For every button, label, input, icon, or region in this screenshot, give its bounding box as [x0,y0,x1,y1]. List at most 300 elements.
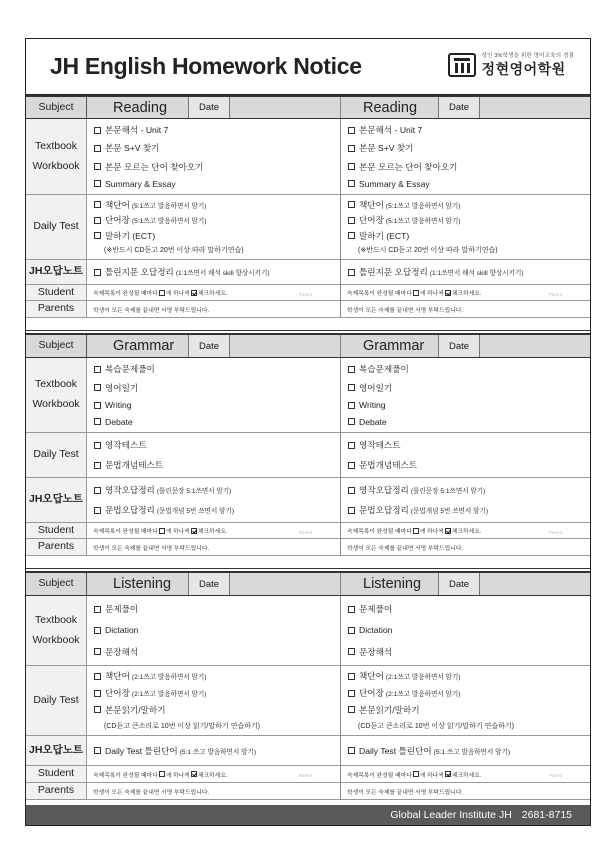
checkbox[interactable] [94,648,101,655]
homework-item[interactable] [348,625,590,635]
checkbox[interactable] [94,180,101,187]
parents-instruction[interactable] [87,539,340,555]
column-right [341,523,590,538]
homework-item[interactable] [94,745,340,757]
subject-name: Listening [363,576,422,592]
homework-item[interactable] [94,625,340,635]
parents-instruction-text: 학생이 모든 숙제를 끝내면 서명 부탁드립니다. [93,545,210,552]
checkbox[interactable] [94,269,101,276]
checkbox[interactable] [94,418,101,425]
checkbox[interactable] [348,163,355,170]
checkbox[interactable] [94,217,101,224]
section-grammar-stu-row [26,523,590,539]
homework-item-label: 단어장 [359,215,384,226]
checkbox[interactable] [348,442,355,449]
section-gap [26,565,590,569]
student-instruction [87,766,340,782]
jh-review-label [26,260,87,284]
student-label-text: Student [37,523,75,536]
column-right [341,335,590,357]
column-left [87,433,341,477]
homework-item[interactable] [94,124,340,136]
textbook-label: Textbook [34,139,78,152]
homework-item-note: (5:1쓰고 발음하면서 암기) [131,218,207,226]
student-instruction-post: 체크하세요. [451,291,482,297]
homework-item[interactable] [348,199,590,211]
homework-item[interactable] [94,484,340,496]
column-right [341,766,590,782]
checkbox[interactable] [348,145,355,152]
date-label: Date [448,102,470,113]
student-instruction-pre: 숙제목록이 완성될 때마다 [347,291,412,297]
homework-item[interactable] [348,161,590,173]
parent-signature-area[interactable]: Parent [548,530,562,535]
column-right [341,358,590,432]
homework-item[interactable] [348,439,590,451]
checkbox[interactable] [94,232,101,239]
column-left [87,97,341,118]
homework-item-note: (틀린문장 5:1쓰면서 암기) [156,488,232,495]
homework-item-label: 영작오답정리 [359,485,409,495]
jh-review-label [26,736,87,765]
checkbox[interactable] [348,690,355,697]
parents-label [26,301,87,317]
homework-item-note: (1:1쓰면서 해석 skill 향상시키기) [175,270,270,277]
student-label [26,766,87,782]
homework-item-label: 단어장 [105,688,130,699]
homework-item-label: 문법오답정리 [359,505,409,515]
homework-item-label: 본문읽기/말하기 [359,704,420,715]
textbook-items [341,596,590,665]
daily-test-label [26,195,87,259]
homework-item-label: 문장해석 [105,646,139,657]
checkbox[interactable] [348,269,355,276]
textbook-items [87,119,340,194]
student-instruction-mid: 에 하나씩 [419,291,444,297]
student-instruction-pre: 숙제목록이 완성될 때마다 [347,772,412,779]
homework-item[interactable] [94,199,340,211]
daily-test-note: (CD듣고 큰소리로 10번 이상 읽기/말하기 연습하기) [104,722,260,730]
checkbox[interactable] [348,648,355,655]
checkbox[interactable] [94,706,101,713]
homework-item[interactable] [348,687,590,699]
date-field[interactable] [188,97,230,118]
checkbox[interactable] [348,201,355,208]
jh-review-label-text: JH오답노트 [29,493,83,506]
jh-review-label [26,478,87,522]
subject-label [26,97,87,118]
column-right [341,783,590,799]
checkbox[interactable] [348,673,355,680]
textbook-workbook-label [26,358,87,432]
section-listening-text-row [26,596,590,666]
homework-item-label: 말하기 (ECT) [359,230,410,241]
academy-logo-icon [448,53,476,77]
checkbox[interactable] [348,402,355,409]
checked-checkbox-icon [191,528,197,534]
date-field[interactable] [438,97,480,118]
homework-item-label: 책단어 [359,199,384,210]
section-grammar-jh-row [26,478,590,523]
date-field[interactable] [438,573,480,595]
checkbox[interactable] [348,606,355,613]
section-grammar-par-row [26,539,590,556]
subject-label-text: Subject [38,100,74,113]
homework-item-label: 본문 S+V 찾기 [359,143,414,154]
checkbox[interactable] [348,487,355,494]
daily-test-items [87,195,340,259]
checkbox[interactable] [348,232,355,239]
homework-item[interactable] [348,417,590,427]
homework-item[interactable] [94,504,340,516]
homework-item-label: 영어일기 [105,382,139,393]
homework-item[interactable] [348,230,590,242]
homework-notice-sheet [25,38,591,826]
homework-item[interactable] [348,459,590,471]
checkbox[interactable] [94,384,101,391]
textbook-items [87,358,340,432]
textbook-label: Textbook [34,378,78,391]
textbook-items [341,119,590,194]
homework-item-label: Daily Test 틀린단어 [359,745,432,756]
column-left [87,358,341,432]
jh-review-label-text: JH오답노트 [29,743,83,756]
homework-item-note: (2:1쓰고 발음하면서 암기) [131,691,207,699]
homework-item[interactable] [94,459,340,471]
column-left [87,736,341,765]
homework-item-note: (5:1쓰고 발음하면서 암기) [131,202,207,210]
homework-item[interactable] [348,504,590,516]
date-field[interactable] [188,573,230,595]
student-instruction-mid: 에 하나씩 [165,291,190,297]
daily-test-items [87,666,340,735]
checkbox[interactable] [348,180,355,187]
daily-test-items [341,195,590,259]
homework-item-label: 본문읽기/말하기 [105,704,166,715]
homework-item-label: 문법개념테스트 [359,460,418,470]
section-reading-par-row [26,301,590,318]
section-reading-text-row [26,119,590,195]
checkbox[interactable] [94,627,101,634]
parents-label-text: Parents [37,540,75,553]
homework-item[interactable] [348,646,590,658]
homework-item-label: 본문해석 - Unit 7 [359,125,423,136]
jh-review-items [87,478,340,522]
parents-instruction-text: 학생이 모든 숙제를 끝내면 서명 부탁드립니다. [93,307,210,314]
student-instruction [341,766,590,782]
homework-item-label: 영작오답정리 [105,485,155,495]
homework-item-label: 영어일기 [359,382,393,393]
empty-checkbox-icon [413,528,419,534]
checkbox[interactable] [348,627,355,634]
date-label: Date [448,578,470,590]
homework-item[interactable] [348,363,590,375]
homework-item-label: 말하기 (ECT) [105,230,156,241]
empty-checkbox-icon [159,528,165,534]
homework-item-note: (5:1쓰고 발음하면서 암기) [385,218,461,226]
checkbox[interactable] [94,442,101,449]
parents-instruction[interactable] [341,301,590,317]
daily-test-note: (※반드시 CD듣고 20번 이상 따라 말하기연습) [104,247,244,255]
homework-item-label: 문법오답정리 [105,505,155,515]
textbook-items [341,358,590,432]
homework-item-label: Summary & Essay [359,178,430,189]
parents-instruction-text: 학생이 모든 숙제를 끝내면 서명 부탁드립니다. [347,307,464,314]
student-label-text: Student [37,285,75,298]
section-listening-stu-row [26,766,590,783]
homework-item-label: 틀린지문 오답정리 [105,267,174,277]
footer-institute: Global Leader Institute JH [390,809,512,821]
checkbox[interactable] [94,747,101,754]
homework-item-label: Writing [105,400,132,411]
checked-checkbox-icon [191,290,197,296]
homework-item-note: (1:1쓰면서 해석 skill 향상시키기) [429,270,524,277]
column-right [341,596,590,665]
homework-item-note: (5:1 쓰고 발음하면서 암기) [433,748,511,756]
section-listening-par-row [26,783,590,800]
subject-label-text: Subject [38,577,74,590]
column-left [87,119,341,194]
checkbox[interactable] [348,217,355,224]
homework-item-label: 영작테스트 [359,440,401,450]
section-gap [26,327,590,331]
empty-checkbox-icon [159,771,165,777]
parents-instruction[interactable] [341,539,590,555]
homework-item-note: (2:1쓰고 발음하면서 암기) [385,674,461,682]
checkbox[interactable] [348,418,355,425]
column-right [341,301,590,317]
homework-item-label: 본문 모르는 단어 찾아오기 [105,161,204,172]
homework-item[interactable] [94,382,340,394]
student-instruction [87,285,340,300]
daily-test-label [26,433,87,477]
student-label-text: Student [37,767,75,780]
jh-review-items [341,736,590,765]
checkbox[interactable] [94,201,101,208]
column-right [341,119,590,194]
date-field[interactable] [188,335,230,357]
workbook-label: Workbook [32,159,80,172]
empty-checkbox-icon [413,290,419,296]
column-left [87,573,341,595]
subject-name: Reading [113,99,168,116]
checkbox[interactable] [348,384,355,391]
column-left [87,260,341,284]
checkbox[interactable] [348,462,355,469]
student-label [26,285,87,300]
homework-item-label: Dictation [105,625,139,636]
section-grammar-text-row [26,358,590,433]
daily-test-items [87,433,340,477]
homework-item[interactable] [94,439,340,451]
column-right [341,539,590,555]
academy-logo [448,51,574,79]
parents-instruction[interactable] [87,301,340,317]
date-label: Date [448,340,470,352]
parents-instruction-text: 학생이 모든 숙제를 끝내면 서명 부탁드립니다. [347,789,464,796]
checkbox[interactable] [348,127,355,134]
parent-signature-area[interactable]: Parent [298,292,312,297]
textbook-workbook-label [26,119,87,194]
homework-item[interactable] [348,266,590,278]
footer-phone: 2681-8715 [521,809,572,821]
parent-signature-area[interactable]: Parent [548,773,562,778]
logo-name: 정현영어학원 [481,61,566,77]
subject-label [26,573,87,595]
homework-item-label: 문법개념테스트 [105,460,164,470]
checkbox[interactable] [94,402,101,409]
homework-item-label: 책단어 [359,671,384,682]
column-left [87,285,341,300]
date-label: Date [198,578,220,590]
checkbox[interactable] [94,145,101,152]
checked-checkbox-icon [445,771,451,777]
parents-label-text: Parents [37,784,75,797]
checkbox[interactable] [94,606,101,613]
homework-item-label: 문장해석 [359,646,393,657]
empty-checkbox-icon [413,771,419,777]
homework-item[interactable] [94,670,340,682]
checkbox[interactable] [94,163,101,170]
checkbox[interactable] [94,366,101,373]
daily-test-label-text: Daily Test [33,448,79,461]
homework-item-note: (5:1 쓰고 발음하면서 암기) [179,748,257,756]
student-instruction-pre: 숙제목록이 완성될 때마다 [93,529,158,535]
checked-checkbox-icon [445,290,451,296]
homework-item[interactable] [348,179,590,189]
checkbox[interactable] [94,487,101,494]
subject-name: Reading [363,99,418,116]
column-left [87,301,341,317]
subject-name: Grammar [363,338,425,354]
homework-item-note: (틀린문장 5:1쓰면서 암기) [410,488,486,495]
checked-checkbox-icon [445,528,451,534]
homework-item[interactable] [94,603,340,615]
homework-item-label: 책단어 [105,199,130,210]
column-right [341,736,590,765]
homework-item[interactable] [94,161,340,173]
student-instruction-post: 체크하세요. [197,772,228,779]
section-listening-jh-row [26,736,590,766]
homework-item[interactable] [94,363,340,375]
checkbox[interactable] [348,706,355,713]
column-left [87,195,341,259]
homework-item-label: Daily Test 틀린단어 [105,745,178,756]
student-instruction-mid: 에 하나씩 [419,529,444,535]
date-field[interactable] [438,335,480,357]
homework-item[interactable] [94,179,340,189]
homework-item-label: 본문해석 - Unit 7 [105,125,169,136]
workbook-label: Workbook [32,398,80,410]
homework-item[interactable] [348,400,590,410]
homework-item[interactable] [348,142,590,154]
homework-item-label: Summary & Essay [105,178,176,189]
homework-item[interactable] [348,382,590,394]
homework-item[interactable] [348,124,590,136]
parent-signature-area[interactable]: Parent [298,530,312,535]
checkbox[interactable] [94,462,101,469]
parents-instruction[interactable] [341,783,590,799]
homework-item-note: (문법개념 5번 쓰면서 암기) [410,508,489,515]
homework-item-label: 책단어 [105,671,130,682]
checkbox[interactable] [348,507,355,514]
homework-item-label: 영작테스트 [105,440,147,450]
student-instruction-post: 체크하세요. [451,529,482,535]
jh-review-items [341,478,590,522]
homework-item[interactable] [348,484,590,496]
homework-item[interactable] [348,214,590,226]
checkbox[interactable] [94,127,101,134]
homework-item-label: 문제풀이 [359,604,393,615]
textbook-workbook-label [26,596,87,665]
checkbox[interactable] [348,366,355,373]
homework-item-label: Debate [359,416,387,427]
homework-item[interactable] [94,400,340,410]
checkbox[interactable] [94,673,101,680]
daily-test-label-text: Daily Test [33,693,79,706]
homework-item-label: 본문 모르는 단어 찾아오기 [359,161,458,172]
homework-item[interactable] [94,266,340,278]
homework-item-label: Writing [359,400,386,411]
checkbox[interactable] [94,507,101,514]
student-instruction-mid: 에 하나씩 [165,529,190,535]
checkbox[interactable] [94,690,101,697]
parent-signature-area[interactable]: Parent [548,292,562,297]
parents-label [26,783,87,799]
page-title: JH English Homework Notice [50,53,362,79]
column-right [341,478,590,522]
homework-item[interactable] [94,687,340,699]
homework-item[interactable] [94,417,340,427]
daily-test-label-text: Daily Test [33,220,79,233]
homework-item[interactable] [94,646,340,658]
checkbox[interactable] [348,747,355,754]
empty-checkbox-icon [159,290,165,296]
homework-item[interactable] [348,745,590,757]
homework-item-label: 단어장 [359,688,384,699]
subject-name: Grammar [113,338,175,354]
subject-label [26,335,87,357]
student-instruction-pre: 숙제목록이 완성될 때마다 [93,291,158,297]
subject-name: Listening [113,576,172,592]
column-right [341,260,590,284]
homework-item-label: 문제풀이 [105,604,139,615]
homework-item[interactable] [348,704,590,716]
parents-label [26,539,87,555]
column-left [87,596,341,665]
parent-signature-area[interactable]: Parent [298,773,312,778]
textbook-label: Textbook [34,613,78,626]
subject-label-text: Subject [38,339,74,352]
column-left [87,666,341,735]
homework-item[interactable] [94,230,340,242]
student-instruction-post: 체크하세요. [197,291,228,297]
column-right [341,195,590,259]
jh-review-items [87,260,340,284]
homework-item-note: (5:1쓰고 발음하면서 암기) [385,202,461,210]
homework-item[interactable] [94,142,340,154]
homework-item[interactable] [348,603,590,615]
homework-item[interactable] [94,704,340,716]
student-instruction-post: 체크하세요. [197,529,228,535]
column-left [87,335,341,357]
homework-item[interactable] [94,214,340,226]
parents-instruction[interactable] [87,783,340,799]
daily-test-items [341,433,590,477]
daily-test-items [341,666,590,735]
daily-test-note: (※반드시 CD듣고 20번 이상 따라 말하기연습) [358,247,498,255]
homework-item[interactable] [348,670,590,682]
